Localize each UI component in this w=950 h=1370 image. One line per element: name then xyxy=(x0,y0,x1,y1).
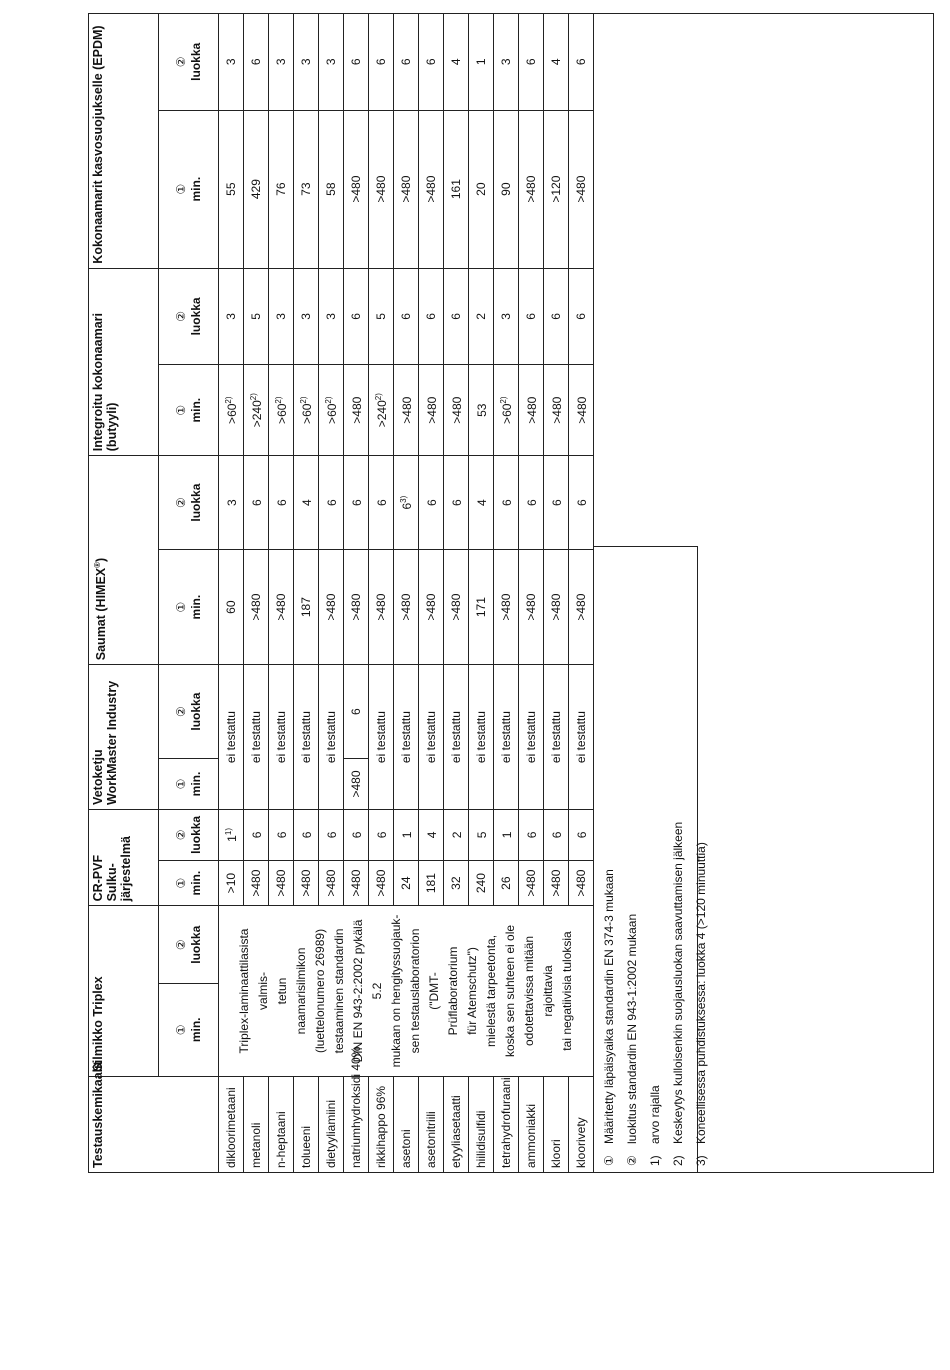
integroitu-class-cell: 6 xyxy=(419,268,444,364)
saumat-class-cell xyxy=(444,456,469,550)
integroitu-min-cell xyxy=(494,365,519,456)
saumat-min-cell: >480 xyxy=(319,550,344,665)
footnote-mark: 2) xyxy=(671,1155,685,1166)
chemical-name: metanoli xyxy=(244,1076,269,1172)
footnote-ref: 1) xyxy=(223,828,233,836)
value: 5 xyxy=(474,831,489,839)
kokonaamarit-min-cell: >480 xyxy=(369,110,394,268)
value: >60 xyxy=(499,403,514,424)
silmikko-text-line: Prüflaboratorium xyxy=(446,946,460,1036)
silmikko-text-line: DIN EN 943-2:2002 pykälä 5.2 xyxy=(351,919,384,1063)
silmikko-text-line: (luettelonumero 26989) xyxy=(313,928,327,1054)
saumat-class-cell xyxy=(544,456,569,550)
integroitu-class-cell: 3 xyxy=(494,268,519,364)
value: 6 xyxy=(399,502,414,510)
vetoketju-not-tested: ei testattu xyxy=(444,665,469,810)
chemical-name: etyyliasetaatti xyxy=(444,1076,469,1172)
header-kokonaamarit: Kokonaamarit kasvosuojukselle (EPDM) xyxy=(89,14,159,269)
cr-class-cell xyxy=(369,809,394,860)
subheader-integroitu-min xyxy=(159,365,219,456)
saumat-class-cell xyxy=(244,456,269,550)
value: 1 xyxy=(399,831,414,839)
footnote-ref: 2) xyxy=(323,396,333,404)
chemical-resistance-table xyxy=(88,13,594,1173)
circled-mark: ① xyxy=(173,1024,188,1036)
chemical-name: n-heptaani xyxy=(269,1076,294,1172)
table-row xyxy=(219,14,244,1173)
cr-class-cell xyxy=(219,809,244,860)
value: 4 xyxy=(299,499,314,506)
integroitu-class-cell: 6 xyxy=(344,268,369,364)
cr-min-cell: 240 xyxy=(469,860,494,906)
subheader-integroitu-luokka xyxy=(159,268,219,364)
kokonaamarit-min-cell: >120 xyxy=(544,110,569,268)
value: >60 xyxy=(299,403,314,424)
cr-min-cell: >480 xyxy=(344,860,369,906)
circled-mark: ② xyxy=(173,939,188,951)
saumat-min-cell: >480 xyxy=(269,550,294,665)
saumat-min-cell: >480 xyxy=(494,550,519,665)
cr-min-cell: 181 xyxy=(419,860,444,906)
saumat-min-cell: >480 xyxy=(244,550,269,665)
vetoketju-not-tested: ei testattu xyxy=(269,665,294,810)
cr-class-cell xyxy=(569,809,594,860)
saumat-class-cell xyxy=(294,456,319,550)
circled-mark: ② xyxy=(173,829,188,841)
integroitu-min-cell xyxy=(344,365,369,456)
vetoketju-not-tested: ei testattu xyxy=(419,665,444,810)
kokonaamarit-class-cell: 6 xyxy=(419,14,444,111)
footnote-item xyxy=(690,553,713,1166)
vetoketju-not-tested: ei testattu xyxy=(544,665,569,810)
vetoketju-not-tested: ei testattu xyxy=(519,665,544,810)
saumat-min-cell: >480 xyxy=(569,550,594,665)
integroitu-min-cell xyxy=(319,365,344,456)
value: 6 xyxy=(549,499,564,506)
subheader-saumat-luokka xyxy=(159,456,219,550)
subheader-saumat-min xyxy=(159,550,219,665)
value: >60 xyxy=(274,403,289,424)
chemical-name: ammoniakki xyxy=(519,1076,544,1172)
saumat-class-cell xyxy=(219,456,244,550)
subheader-label: min. xyxy=(188,176,203,202)
kokonaamarit-min-cell: 58 xyxy=(319,110,344,268)
integroitu-min-cell xyxy=(394,365,419,456)
vetoketju-not-tested: ei testattu xyxy=(369,665,394,810)
subheader-label: luokka xyxy=(188,42,203,81)
value: 53 xyxy=(474,403,489,417)
integroitu-class-cell: 6 xyxy=(544,268,569,364)
integroitu-class-cell: 3 xyxy=(219,268,244,364)
kokonaamarit-class-cell: 6 xyxy=(394,14,419,111)
saumat-min-cell: >480 xyxy=(444,550,469,665)
cr-min-cell: >480 xyxy=(269,860,294,906)
subheader-label: min. xyxy=(188,870,203,896)
vetoketju-not-tested: ei testattu xyxy=(569,665,594,810)
subheader-silmikko-luokka xyxy=(159,906,219,984)
subheader-vetoketju-min xyxy=(159,759,219,810)
subheader-label: luokka xyxy=(188,483,203,522)
notes-box xyxy=(594,546,708,1172)
cr-class-cell xyxy=(494,809,519,860)
value: 1 xyxy=(224,835,239,842)
value: 6 xyxy=(524,499,539,506)
integroitu-min-cell xyxy=(444,365,469,456)
integroitu-min-cell xyxy=(544,365,569,456)
value: >480 xyxy=(424,396,439,424)
chemical-name: asetonitriili xyxy=(419,1076,444,1172)
silmikko-text-line: testaaminen standardin xyxy=(332,928,346,1054)
header-vetoketju-line2: WorkMaster Industry xyxy=(105,680,119,805)
chemical-name: dietyyliamiini xyxy=(319,1076,344,1172)
value: 6 xyxy=(374,499,389,506)
footnote-ref: 2) xyxy=(273,396,283,404)
saumat-class-cell xyxy=(469,456,494,550)
value: 6 xyxy=(324,831,339,839)
saumat-min-cell: 187 xyxy=(294,550,319,665)
vetoketju-not-tested: ei testattu xyxy=(494,665,519,810)
value: >480 xyxy=(449,396,464,424)
footnote-text: Koneellisessa puhdistuksessa: luokka 4 (>120 minuuttia) xyxy=(694,842,708,1144)
value: >480 xyxy=(399,396,414,424)
subheader-label: min. xyxy=(188,771,203,797)
cr-class-cell xyxy=(319,809,344,860)
saumat-class-cell xyxy=(569,456,594,550)
circled-mark: ① xyxy=(173,183,188,195)
header-saumat-text: Saumat (HIMEX xyxy=(94,567,109,661)
integroitu-class-cell: 3 xyxy=(294,268,319,364)
subheader-label: luokka xyxy=(188,815,203,854)
cr-class-cell xyxy=(269,809,294,860)
footnote-mark: ② xyxy=(625,1155,639,1166)
chemical-name: tolueeni xyxy=(294,1076,319,1172)
cr-class-cell xyxy=(544,809,569,860)
footnote-text: arvo rajalla xyxy=(648,1085,662,1144)
integroitu-min-cell xyxy=(219,365,244,456)
cr-class-cell xyxy=(519,809,544,860)
vetoketju-min-cell: >480 xyxy=(344,759,369,810)
silmikko-text-line: naamarisilmikon xyxy=(294,947,308,1035)
integroitu-class-cell: 2 xyxy=(469,268,494,364)
kokonaamarit-class-cell: 6 xyxy=(344,14,369,111)
saumat-class-cell xyxy=(419,456,444,550)
circled-mark: ② xyxy=(173,706,188,718)
kokonaamarit-min-cell: 73 xyxy=(294,110,319,268)
footnote-ref: 2) xyxy=(373,393,383,401)
kokonaamarit-class-cell: 3 xyxy=(319,14,344,111)
footnote-item xyxy=(644,553,667,1166)
header-cr-pvf: CR-PVF Sulku-järjestelmä xyxy=(89,809,159,905)
integroitu-class-cell: 5 xyxy=(244,268,269,364)
cr-class-cell xyxy=(444,809,469,860)
cr-class-cell xyxy=(469,809,494,860)
footnote-mark: ① xyxy=(602,1155,616,1166)
saumat-min-cell: 171 xyxy=(469,550,494,665)
saumat-min-cell: >480 xyxy=(419,550,444,665)
vetoketju-not-tested: ei testattu xyxy=(294,665,319,810)
subheader-kokonaamarit-min xyxy=(159,110,219,268)
kokonaamarit-class-cell: 4 xyxy=(544,14,569,111)
subheader-label: luokka xyxy=(188,925,203,964)
silmikko-text-line: sen testauslaboratorion ("DMT- xyxy=(408,928,441,1054)
value: 1 xyxy=(499,831,514,839)
kokonaamarit-class-cell: 4 xyxy=(444,14,469,111)
cr-min-cell: >480 xyxy=(319,860,344,906)
subheader-kokonaamarit-luokka xyxy=(159,14,219,111)
silmikko-text-line: mukaan on hengityssuojauk- xyxy=(389,914,403,1068)
cr-class-cell xyxy=(344,809,369,860)
value: 6 xyxy=(349,831,364,839)
cr-min-cell: >480 xyxy=(544,860,569,906)
cr-min-cell: >480 xyxy=(569,860,594,906)
value: 6 xyxy=(299,831,314,839)
kokonaamarit-min-cell: 90 xyxy=(494,110,519,268)
saumat-class-cell xyxy=(394,456,419,550)
subheader-label: min. xyxy=(188,1017,203,1043)
value: 6 xyxy=(249,499,264,506)
subheader-cr-luokka xyxy=(159,809,219,860)
value: 6 xyxy=(374,831,389,839)
header-vetoketju-line1: Vetoketju xyxy=(91,749,105,805)
circled-mark: ① xyxy=(173,877,188,889)
value: 6 xyxy=(274,831,289,839)
subheader-silmikko-min xyxy=(159,984,219,1076)
subheader-vetoketju-luokka xyxy=(159,665,219,759)
cr-min-cell: 24 xyxy=(394,860,419,906)
chemical-name: rikkihappo 96% xyxy=(369,1076,394,1172)
value: 2 xyxy=(449,831,464,839)
silmikko-text-line: tai negatiivisia tuloksia xyxy=(560,931,574,1051)
value: >60 xyxy=(324,403,339,424)
chemical-name: hiilidisulfidi xyxy=(469,1076,494,1172)
kokonaamarit-class-cell: 3 xyxy=(294,14,319,111)
circled-mark: ① xyxy=(173,601,188,613)
value: 6 xyxy=(549,831,564,839)
circled-mark: ① xyxy=(173,404,188,416)
cr-min-cell: >480 xyxy=(369,860,394,906)
integroitu-class-cell: 6 xyxy=(519,268,544,364)
value: 6 xyxy=(574,499,589,506)
chemical-name: kloori xyxy=(544,1076,569,1172)
vetoketju-not-tested: ei testattu xyxy=(394,665,419,810)
kokonaamarit-min-cell: >480 xyxy=(344,110,369,268)
header-chemicals: Testauskemikaalit xyxy=(89,1076,219,1172)
vetoketju-not-tested: ei testattu xyxy=(469,665,494,810)
header-vetoketju xyxy=(89,665,159,810)
value: 6 xyxy=(349,499,364,506)
saumat-class-cell xyxy=(369,456,394,550)
integroitu-min-cell xyxy=(469,365,494,456)
integroitu-min-cell xyxy=(569,365,594,456)
rotated-table-page xyxy=(88,13,934,1173)
notes-area xyxy=(594,13,934,1173)
chemical-name: natriumhydroksidi 40% xyxy=(344,1076,369,1172)
value: 6 xyxy=(449,499,464,506)
saumat-min-cell: >480 xyxy=(519,550,544,665)
value: >480 xyxy=(574,396,589,424)
circled-mark: ② xyxy=(173,56,188,68)
chemical-name: asetoni xyxy=(394,1076,419,1172)
kokonaamarit-min-cell: 161 xyxy=(444,110,469,268)
kokonaamarit-min-cell: 20 xyxy=(469,110,494,268)
header-integroitu: Integroitu kokonaamari (butyyli) xyxy=(89,268,159,456)
value: 6 xyxy=(524,831,539,839)
value: 4 xyxy=(424,831,439,839)
saumat-min-cell: 60 xyxy=(219,550,244,665)
saumat-min-cell: >480 xyxy=(369,550,394,665)
saumat-min-cell: >480 xyxy=(544,550,569,665)
vetoketju-class-cell: 6 xyxy=(344,665,369,759)
registered-mark: ® xyxy=(93,561,102,568)
vetoketju-not-tested: ei testattu xyxy=(319,665,344,810)
cr-class-cell xyxy=(244,809,269,860)
circled-mark: ② xyxy=(173,311,188,322)
cr-class-cell xyxy=(419,809,444,860)
header-saumat-close: ) xyxy=(94,557,109,562)
kokonaamarit-class-cell: 6 xyxy=(519,14,544,111)
kokonaamarit-class-cell: 3 xyxy=(269,14,294,111)
value: >480 xyxy=(349,396,364,424)
footnote-ref: 2) xyxy=(498,396,508,404)
footnote-item xyxy=(598,553,621,1166)
vetoketju-not-tested: ei testattu xyxy=(244,665,269,810)
value: >60 xyxy=(224,403,239,424)
kokonaamarit-min-cell: 55 xyxy=(219,110,244,268)
kokonaamarit-class-cell: 3 xyxy=(494,14,519,111)
saumat-min-cell: >480 xyxy=(394,550,419,665)
silmikko-merged-text xyxy=(219,906,594,1076)
saumat-min-cell: >480 xyxy=(344,550,369,665)
cr-min-cell: 26 xyxy=(494,860,519,906)
chemical-name: dikloorimetaani xyxy=(219,1076,244,1172)
cr-min-cell: 32 xyxy=(444,860,469,906)
silmikko-text-line: tetun xyxy=(275,977,289,1005)
cr-min-cell: >480 xyxy=(519,860,544,906)
cr-min-cell: >10 xyxy=(219,860,244,906)
footnote-item xyxy=(667,553,690,1166)
kokonaamarit-min-cell: >480 xyxy=(569,110,594,268)
kokonaamarit-min-cell: >480 xyxy=(394,110,419,268)
chemical-name: tetrahydrofuraani xyxy=(494,1076,519,1172)
footnote-ref: 2) xyxy=(248,393,258,401)
footnote-mark: 1) xyxy=(648,1155,662,1166)
value: 4 xyxy=(474,499,489,506)
subheader-label: min. xyxy=(188,397,203,423)
value: 3 xyxy=(224,499,239,506)
silmikko-text-line: Triplex-laminaattilasista valmis- xyxy=(237,928,270,1054)
saumat-class-cell xyxy=(344,456,369,550)
kokonaamarit-min-cell: >480 xyxy=(419,110,444,268)
integroitu-class-cell: 3 xyxy=(269,268,294,364)
kokonaamarit-min-cell: 76 xyxy=(269,110,294,268)
footnotes xyxy=(594,547,717,1172)
footnote-text: Keskeytys kulloisenkin suojausluokan saavuttamisen jälkeen xyxy=(671,821,685,1144)
integroitu-class-cell: 6 xyxy=(569,268,594,364)
header-silmikko-triplex: Silmikko Triplex xyxy=(89,906,159,1076)
cr-class-cell xyxy=(394,809,419,860)
integroitu-class-cell: 6 xyxy=(394,268,419,364)
integroitu-class-cell: 5 xyxy=(369,268,394,364)
subheader-label: luokka xyxy=(188,297,203,336)
integroitu-class-cell: 6 xyxy=(444,268,469,364)
value: >240 xyxy=(249,400,264,428)
integroitu-min-cell xyxy=(269,365,294,456)
header-saumat xyxy=(89,456,159,665)
integroitu-min-cell xyxy=(519,365,544,456)
silmikko-text-line: mielestä tarpeetonta, xyxy=(484,934,498,1048)
saumat-class-cell xyxy=(494,456,519,550)
value: >240 xyxy=(374,400,389,428)
vetoketju-not-tested: ei testattu xyxy=(219,665,244,810)
silmikko-text-line: odotettavissa mitään rajoittavia xyxy=(522,935,555,1047)
subheader-label: luokka xyxy=(188,692,203,731)
value: >480 xyxy=(549,396,564,424)
integroitu-min-cell xyxy=(419,365,444,456)
kokonaamarit-class-cell: 6 xyxy=(369,14,394,111)
kokonaamarit-class-cell: 6 xyxy=(244,14,269,111)
value: 6 xyxy=(324,499,339,506)
kokonaamarit-class-cell: 3 xyxy=(219,14,244,111)
footnote-item xyxy=(621,553,644,1166)
value: 6 xyxy=(574,831,589,839)
kokonaamarit-min-cell: >480 xyxy=(519,110,544,268)
value: 6 xyxy=(424,499,439,506)
kokonaamarit-class-cell: 6 xyxy=(569,14,594,111)
footnote-mark: 3) xyxy=(694,1155,708,1166)
integroitu-min-cell xyxy=(369,365,394,456)
footnote-ref: 2) xyxy=(223,396,233,404)
footnote-text: Määritetty läpäisyaika standardin EN 374-3 mukaan xyxy=(602,869,616,1144)
circled-mark: ① xyxy=(173,778,188,790)
integroitu-class-cell: 3 xyxy=(319,268,344,364)
footnote-ref: 3) xyxy=(398,495,408,503)
kokonaamarit-class-cell: 1 xyxy=(469,14,494,111)
saumat-class-cell xyxy=(319,456,344,550)
silmikko-text-line: koska sen suhteen ei ole xyxy=(503,924,517,1058)
subheader-label: min. xyxy=(188,594,203,620)
saumat-class-cell xyxy=(519,456,544,550)
subheader-cr-min xyxy=(159,860,219,906)
footnote-ref: 2) xyxy=(298,396,308,404)
kokonaamarit-min-cell: 429 xyxy=(244,110,269,268)
footnote-text: luokitus standardin EN 943-1:2002 mukaan xyxy=(625,913,639,1144)
integroitu-min-cell xyxy=(294,365,319,456)
circled-mark: ② xyxy=(173,497,188,509)
value: 6 xyxy=(499,499,514,506)
integroitu-min-cell xyxy=(244,365,269,456)
chemical-name: kloorivety xyxy=(569,1076,594,1172)
value: 6 xyxy=(274,499,289,506)
cr-min-cell: >480 xyxy=(244,860,269,906)
value: 6 xyxy=(249,831,264,839)
cr-class-cell xyxy=(294,809,319,860)
saumat-class-cell xyxy=(269,456,294,550)
cr-min-cell: >480 xyxy=(294,860,319,906)
value: >480 xyxy=(524,396,539,424)
silmikko-text-line: für Atemschutz") xyxy=(465,947,479,1035)
